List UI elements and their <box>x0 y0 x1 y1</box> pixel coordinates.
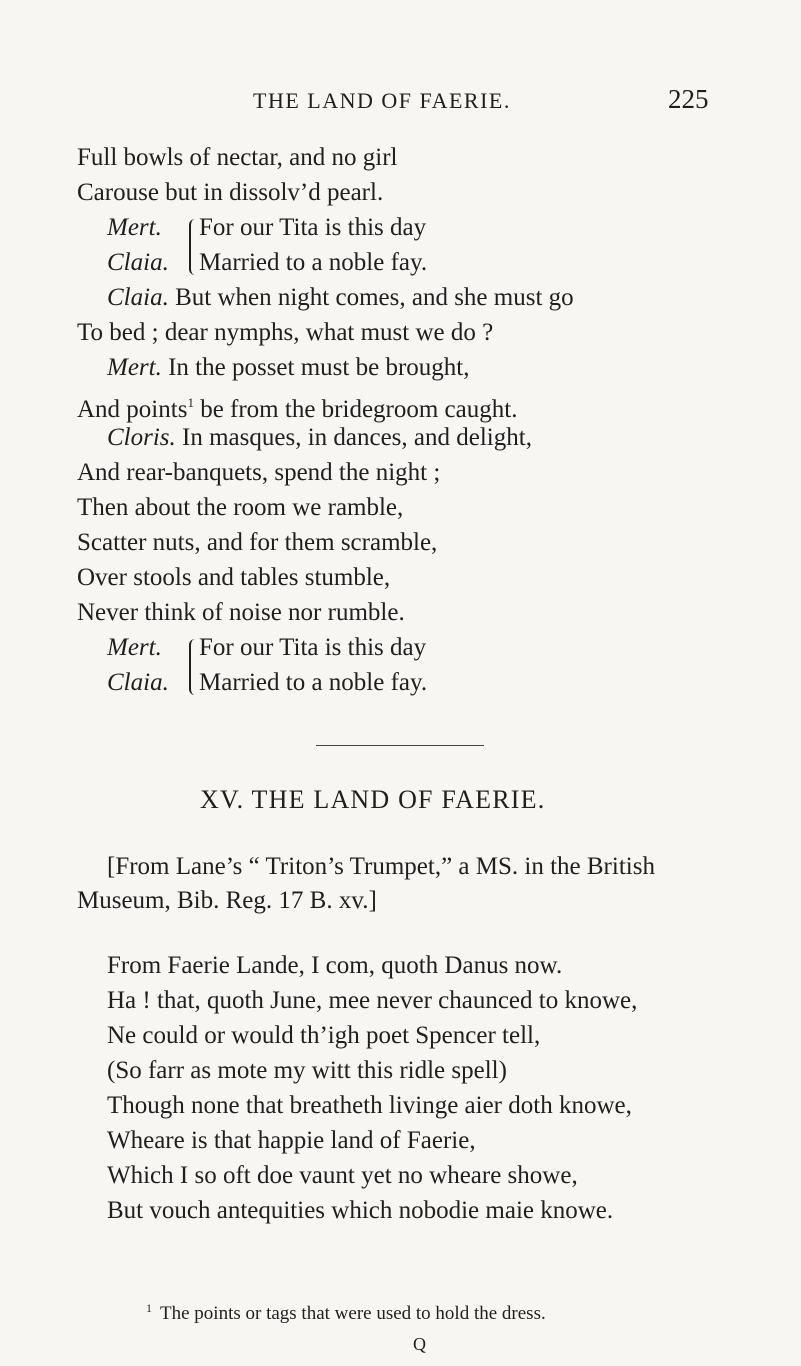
poem-line <box>107 423 532 453</box>
line-text: For our Tita is this day <box>199 214 427 241</box>
line-text: Married to a noble fay. <box>199 669 428 696</box>
section-divider <box>316 745 484 746</box>
poem-line <box>107 353 469 383</box>
poem-line: Which I so oft doe vaunt yet no wheare showe, <box>107 1162 578 1189</box>
poem-line: To bed ; dear nymphs, what must we do ? <box>77 319 494 346</box>
signature-mark: Q <box>413 1334 426 1354</box>
speaker-name: Mert. <box>107 634 162 661</box>
page-number: 225 <box>668 84 709 114</box>
footnote-marker: 1 <box>187 395 194 410</box>
poem-line: Then about the room we ramble, <box>77 494 404 521</box>
source-note: [From Lane’s “ Triton’s Trumpet,” a MS. in the British <box>107 853 655 880</box>
poem-line <box>77 388 517 425</box>
speaker-name: Cloris. <box>107 424 176 451</box>
speaker-name: Claia. <box>107 284 169 311</box>
speaker-name: Mert. <box>107 214 162 241</box>
poem-line: Full bowls of nectar, and no girl <box>77 144 398 171</box>
poem-line: Carouse but in dissolv’d pearl. <box>77 179 384 206</box>
speaker-name: Mert. <box>107 354 162 381</box>
poem-line: Ha ! that, quoth June, mee never chaunced to knowe, <box>107 987 638 1014</box>
footnote-marker: 1 <box>146 1301 152 1315</box>
source-note: Museum, Bib. Reg. 17 B. xv.] <box>77 887 377 914</box>
line-text: But when night comes, and she must go <box>175 284 574 311</box>
section-title: XV. THE LAND OF FAERIE. <box>200 785 546 814</box>
poem-line <box>107 248 428 278</box>
poem-line: But vouch antequities which nobodie maie knowe. <box>107 1197 614 1224</box>
speaker-brace <box>189 639 199 695</box>
poem-line <box>107 633 427 663</box>
line-text: Married to a noble fay. <box>199 249 428 276</box>
speaker-brace <box>189 219 199 275</box>
poem-line: Scatter nuts, and for them scramble, <box>77 529 438 556</box>
poem-line: Never think of noise nor rumble. <box>77 599 405 626</box>
poem-line <box>107 668 428 698</box>
footnote <box>146 1301 546 1325</box>
speaker-name: Claia. <box>107 669 169 696</box>
poem-line: (So farr as mote my witt this ridle spell) <box>107 1057 507 1084</box>
poem-line: From Faerie Lande, I com, quoth Danus now. <box>107 952 563 979</box>
poem-line: Over stools and tables stumble, <box>77 564 391 591</box>
line-text: And points <box>77 396 188 423</box>
poem-line <box>107 213 427 243</box>
poem-line: Though none that breatheth livinge aier doth knowe, <box>107 1092 632 1119</box>
line-text: In masques, in dances, and delight, <box>182 424 532 451</box>
poem-line: And rear-banquets, spend the night ; <box>77 459 441 486</box>
poem-line <box>107 283 574 313</box>
poem-line: Wheare is that happie land of Faerie, <box>107 1127 476 1154</box>
poem-line: Ne could or would th’igh poet Spencer tell, <box>107 1022 541 1049</box>
footnote-text: The points or tags that were used to hold the dress. <box>160 1303 546 1324</box>
line-text: For our Tita is this day <box>199 634 427 661</box>
speaker-name: Claia. <box>107 249 169 276</box>
running-title: THE LAND OF FAERIE. <box>253 88 511 113</box>
line-text: In the posset must be brought, <box>168 354 470 381</box>
line-text: be from the bridegroom caught. <box>193 396 518 423</box>
